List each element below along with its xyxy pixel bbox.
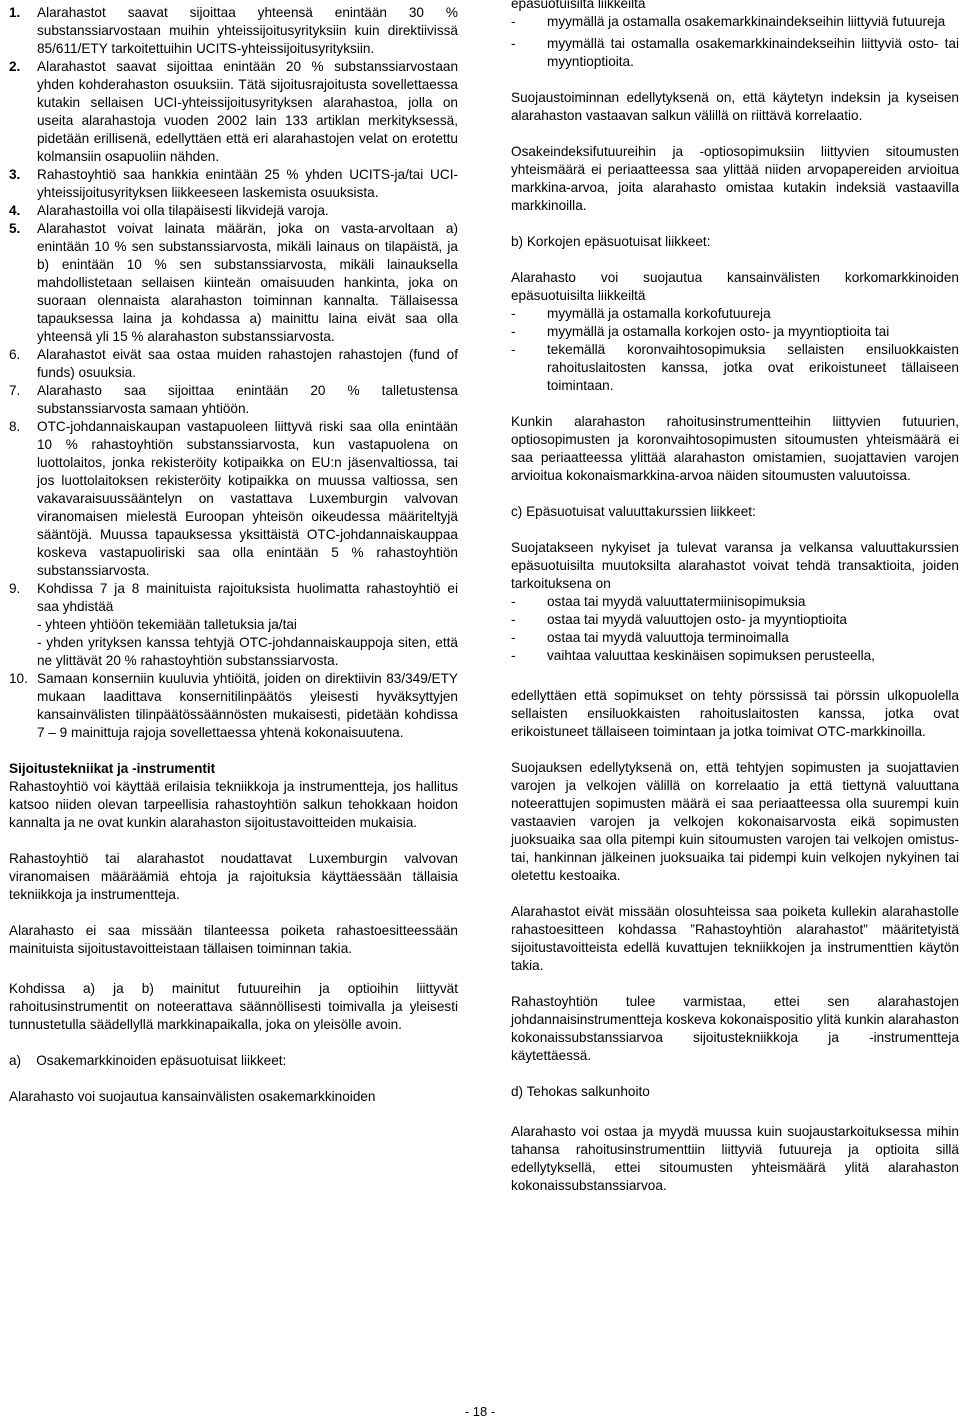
paragraph: Suojauksen edellytyksenä on, että tehtyjen sopimusten ja suojattavien varojen ja velkojen välillä on korrelaatio ja että tiettynä valuuttana noteerattujen sopimusten määrä ei saa periaatteessa olla suurempi kuin vastaavien varojen ja velkojen kokonaisarvosta eikä sopimusten juoksuaika saa olla pitempi kuin sitoumusten varojen tai velkojen omistus- tai, hankinnan jälkeinen juoksuaika tai pidempi kuin velkojen nykyinen tai oletettu kestoaika.: [511, 760, 959, 883]
list-item-text: Alarahastot voivat lainata määrän, joka on vasta-arvoltaan a) enintään 10 % sen substanssiarvosta, mikäli lainaus on tilapäistä, ja b) enintään 10 % sen substanssiarvosta, mikäli lainauksella mahdollistetaan sellaisen kiinteän omaisuuden hankinta, joka on suoraan olennaista alarahaston toiminnan kannalta. Tällaisessa tapauksessa laina ja kohdassa a) mainittu laina eivät saa olla yhteensä yli 15 % alarahaston substanssiarvosta.: [37, 221, 458, 344]
paragraph: Osakeindeksifutuureihin ja -optiosopimuksiin liittyvien sitoumusten yhteismäärä ei periaatteessa saa ylittää niiden arvopapereiden arvioitua markkina-arvoa, joita alarahasto omistaa kutakin indeksiä vastaavilla markkinoilla.: [511, 144, 959, 213]
list-item: 9. Kohdissa 7 ja 8 mainituista rajoituksista huolimatta rahastoyhtiö ei saa yhdistää: [9, 581, 458, 614]
paragraph: Alarahasto voi suojautua kansainvälisten korkomarkkinoiden epäsuotuisilta liikkeiltä: [511, 270, 959, 303]
paragraph: Rahastoyhtiö voi käyttää erilaisia tekniikkoja ja instrumentteja, jos hallitus katsoo niiden olevan tarpeellisia rahastoyhtiön salkun tehokkaan hoidon kannalta ja ne ovat kunkin alarahaston sijoitustavoitteiden mukaisia.: [9, 779, 458, 830]
subsection-title: b) Korkojen epäsuotuisat liikkeet:: [511, 234, 711, 249]
dash-item: - myymällä ja ostamalla korkofutuureja: [511, 306, 771, 321]
list-item: 10. Samaan konserniin kuuluvia yhtiöitä, joiden on direktiivin 83/349/ETY mukaan laadittava konsernitilinpäätös yleisesti hyväksyttyjen kansainvälisten tilinpäätössäännösten mukaisesti, pidetään kohdissa 7 – 9 mainittuja rajoja sovellettaessa yhtenä kokonaisuutena.: [9, 671, 458, 740]
list-item: 6. Alarahastot eivät saa ostaa muiden rahastojen rahastojen (fund of funds) osuuksia.: [9, 347, 458, 380]
list-item: 8. OTC-johdannaiskaupan vastapuoleen liittyvä riski saa olla enintään 10 % rahastoyhtiön substanssiarvosta, kun vastapuolena on luottolaitos, jonka rekisteröity kotipaikka on EU:n jäsenvaltiossa, tai jos luottolaitoksen rekisteröity kotipaikka on muussa valtiossa, sen vakavaraisuussääntelyn on vastattava Luxemburgin valvovan viranomaisen mielestä Euroopan yhteisön oikeudessa määriteltyjä sääntöjä. Muussa tapauksessa yksittäistä OTC-johdannaiskauppaa koskeva vastapuoliriski saa olla enintään 5 % rahastoyhtiön substanssiarvosta.: [9, 419, 458, 578]
list-item-text: Alarahastot eivät saa ostaa muiden rahastojen rahastojen (fund of funds) osuuksia.: [37, 347, 458, 380]
list-subitem: - yhteen yhtiöön tekemiään talletuksia ja/tai: [37, 617, 297, 632]
dash-item: - myymällä ja ostamalla korkojen osto- ja myyntioptioita tai: [511, 324, 890, 339]
paragraph: Alarahasto ei saa missään tilanteessa poiketa rahastoesitteessään mainituista sijoitustavoitteistaan tällaisen toiminnan takia.: [9, 923, 458, 956]
list-item-text: OTC-johdannaiskaupan vastapuoleen liittyvä riski saa olla enintään 10 % rahastoyhtiön substanssiarvosta, kun vastapuolena on luottolaitos, jonka rekisteröity kotipaikka on EU:n jäsenvaltiossa, tai jos luottolaitoksen rekisteröity kotipaikka on muussa valtiossa, sen vakavaraisuussääntelyn on vastattava Luxemburgin valvovan viranomaisen mielestä Euroopan yhteisön oikeudessa määriteltyjä sääntöjä. Muussa tapauksessa yksittäistä OTC-johdannaiskauppaa koskeva vastapuoliriski saa olla enintään 5 % rahastoyhtiön substanssiarvosta.: [37, 419, 458, 578]
paragraph: Kunkin alarahaston rahoitusinstrumentteihin liittyvien futuurien, optiosopimusten ja koronvaihtosopimusten sitoumusten yhteismäärä ei saa periaatteessa ylittää alarahaston omistamien, suojattavien varojen arvioitua kokonaismarkkina-arvoa näiden sitoumusten valuutoissa.: [511, 414, 959, 483]
paragraph: Rahastoyhtiön tulee varmistaa, ettei sen alarahastojen johdannaisinstrumentteja koskeva kokonaispositio ylitä kunkin alarahaston kokonaissubstanssiarvoa sijoitustekniikkoja ja -instrumentteja käytettäessä.: [511, 994, 959, 1063]
list-item: 4. Alarahastoilla voi olla tilapäisesti likvidejä varoja.: [9, 202, 458, 220]
dash-item: - myymällä tai ostamalla osakemarkkinaindekseihin liittyviä osto- tai myyntioptioita.: [511, 36, 959, 69]
list-item-text: Kohdissa 7 ja 8 mainituista rajoituksista huolimatta rahastoyhtiö ei saa yhdistää: [37, 581, 458, 614]
list-subitem: - yhden yrityksen kanssa tehtyjä OTC-johdannaiskauppoja siten, että ne ylittävät 20 % rahastoyhtiön substanssiarvosta.: [37, 635, 458, 668]
paragraph: Alarahastot eivät missään olosuhteissa saa poiketa kullekin alarahastolle rahastoesitteen kohdassa ”Rahastoyhtiön alarahastot” määritetyistä sijoitustavoitteista edellä kuvattujen tekniikkojen ja instrumenttien käytön takia.: [511, 904, 959, 973]
list-item: 2. Alarahastot saavat sijoittaa enintään 20 % substanssiarvostaan yhden kohderahaston osuuksiin. Tätä sijoitusrajoitusta sovellettaessa kutakin sellaisen UCI-yhteissijoitusyrityksen alarahastoa, jolla on useita alarahastoja vuoden 2002 lain 133 artiklan merkityksessä, pidetään erillisenä, edellyttäen että eri alarahastojen velat on erotettu kolmansiin osapuoliin nähden.: [9, 59, 458, 164]
paragraph: edellyttäen että sopimukset on tehty pörssissä tai pörssin ulkopuolella sellaisten ensiluokkaisten rahoituslaitosten kanssa, jotka ovat erikoistuneet tällaiseen toimintaan ja jotka toimivat OTC-markkinoilla.: [511, 688, 959, 739]
subsection-title: c) Epäsuotuisat valuuttakurssien liikkeet:: [511, 504, 756, 519]
section-heading: Sijoitustekniikat ja -instrumentit: [9, 761, 216, 776]
paragraph: Rahastoyhtiö tai alarahastot noudattavat Luxemburgin valvovan viranomaisen määräämiä ehtoja ja rajoituksia käyttäessään tällaisia tekniikkoja ja instrumentteja.: [9, 851, 458, 902]
paragraph: epäsuotuisilta liikkeiltä: [511, 0, 646, 11]
list-item-text: Alarahastot saavat sijoittaa enintään 20 % substanssiarvostaan yhden kohderahaston osuuksiin. Tätä sijoitusrajoitusta sovellettaessa kutakin sellaisen UCI-yhteissijoitusyrityksen alarahastoa, jolla on useita alarahastoja vuoden 2002 lain 133 artiklan merkityksessä, pidetään erillisenä, edellyttäen että eri alarahastojen velat on erotettu kolmansiin osapuoliin nähden.: [37, 59, 458, 164]
list-item-text: Alarahastoilla voi olla tilapäisesti likvidejä varoja.: [37, 203, 329, 218]
dash-item: - myymällä ja ostamalla osakemarkkinaindekseihin liittyviä futuureja: [511, 14, 946, 29]
left-column: [9, 4, 458, 1106]
subsection-title: a) Osakemarkkinoiden epäsuotuisat liikkeet:: [9, 1053, 287, 1068]
dash-item: - tekemällä koronvaihtosopimuksia sellaisten ensiluokkaisten rahoituslaitosten kanssa, jotka ovat erikoistuneet tällaiseen toimintaan.: [511, 342, 959, 393]
dash-item: - ostaa tai myydä valuuttatermiinisopimuksia: [511, 594, 806, 609]
list-item: 7. Alarahasto saa sijoittaa enintään 20 % talletustensa substanssiarvosta samaan yhtiöön.: [9, 383, 458, 416]
dash-item: - ostaa tai myydä valuuttojen osto- ja myyntioptioita: [511, 612, 847, 627]
paragraph: Suojaustoiminnan edellytyksenä on, että käytetyn indeksin ja kyseisen alarahaston vastaavan salkun välillä on riittävä korrelaatio.: [511, 90, 959, 123]
list-item: 5. Alarahastot voivat lainata määrän, joka on vasta-arvoltaan a) enintään 10 % sen substanssiarvosta, mikäli lainaus on tilapäistä, ja b) enintään 10 % sen substanssiarvosta, mikäli lainauksella mahdollistetaan sellaisen kiinteän omaisuuden hankinta, joka on suoraan olennaista alarahaston toiminnan kannalta. Tällaisessa tapauksessa laina ja kohdassa a) mainittu laina eivät saa olla yhteensä yli 15 % alarahaston substanssiarvosta.: [9, 221, 458, 344]
paragraph: Alarahasto voi ostaa ja myydä muussa kuin suojaustarkoituksessa mihin tahansa rahoitusinstrumenttiin liittyviä futuureja ja optioita sillä edellytyksellä, ettei sitoumusten yhteismäärä ylitä alarahaston kokonaissubstanssiarvoa.: [511, 1124, 959, 1193]
list-item: 1. Alarahastot saavat sijoittaa yhteensä enintään 30 % substanssiarvostaan muihin yhteissijoitusyrityksiin kuin direktiivissä 85/611/ETY tarkoitettuihin UCITS-yhteissijoitusyrityksiin.: [9, 5, 458, 56]
paragraph: Kohdissa a) ja b) mainitut futuureihin ja optioihin liittyvät rahoitusinstrumentit on noteerattava säännöllisesti toimivalla ja yleisesti tunnustetulla säädellyllä markkinapaikalla, joka on yleisölle avoin.: [9, 981, 458, 1032]
dash-item: - vaihtaa valuuttaa keskinäisen sopimuksen perusteella,: [511, 648, 875, 663]
list-item-text: Samaan konserniin kuuluvia yhtiöitä, joiden on direktiivin 83/349/ETY mukaan laadittava konsernitilinpäätös yleisesti hyväksyttyjen kansainvälisten tilinpäätössäännösten mukaisesti, pidetään kohdissa 7 – 9 mainittuja rajoja sovellettaessa yhtenä kokonaisuutena.: [37, 671, 458, 740]
list-item-text: Rahastoyhtiö saa hankkia enintään 25 % yhden UCITS-ja/tai UCI-yhteissijoitusyrityksen liikkeeseen laskemista osuuksista.: [37, 167, 458, 200]
paragraph: Alarahasto voi suojautua kansainvälisten osakemarkkinoiden: [9, 1089, 376, 1104]
paragraph: Suojatakseen nykyiset ja tulevat varansa ja velkansa valuuttakurssien epäsuotuisilta muutoksilta alarahastot voivat tehdä transaktioita, joiden tarkoituksena on: [511, 540, 959, 591]
subsection-title: d) Tehokas salkunhoito: [511, 1084, 650, 1099]
dash-item: - ostaa tai myydä valuuttoja terminoimalla: [511, 630, 789, 645]
list-item-text: Alarahastot saavat sijoittaa yhteensä enintään 30 % substanssiarvostaan muihin yhteissijoitusyrityksiin kuin direktiivissä 85/611/ETY tarkoitettuihin UCITS-yhteissijoitusyrityksiin.: [37, 5, 458, 56]
list-item: 3. Rahastoyhtiö saa hankkia enintään 25 % yhden UCITS-ja/tai UCI-yhteissijoitusyrityksen liikkeeseen laskemista osuuksista.: [9, 167, 458, 200]
right-column: [511, 0, 959, 1195]
list-item-text: Alarahasto saa sijoittaa enintään 20 % talletustensa substanssiarvosta samaan yhtiöön.: [37, 383, 458, 416]
page-number: - 18 -: [464, 1404, 496, 1419]
